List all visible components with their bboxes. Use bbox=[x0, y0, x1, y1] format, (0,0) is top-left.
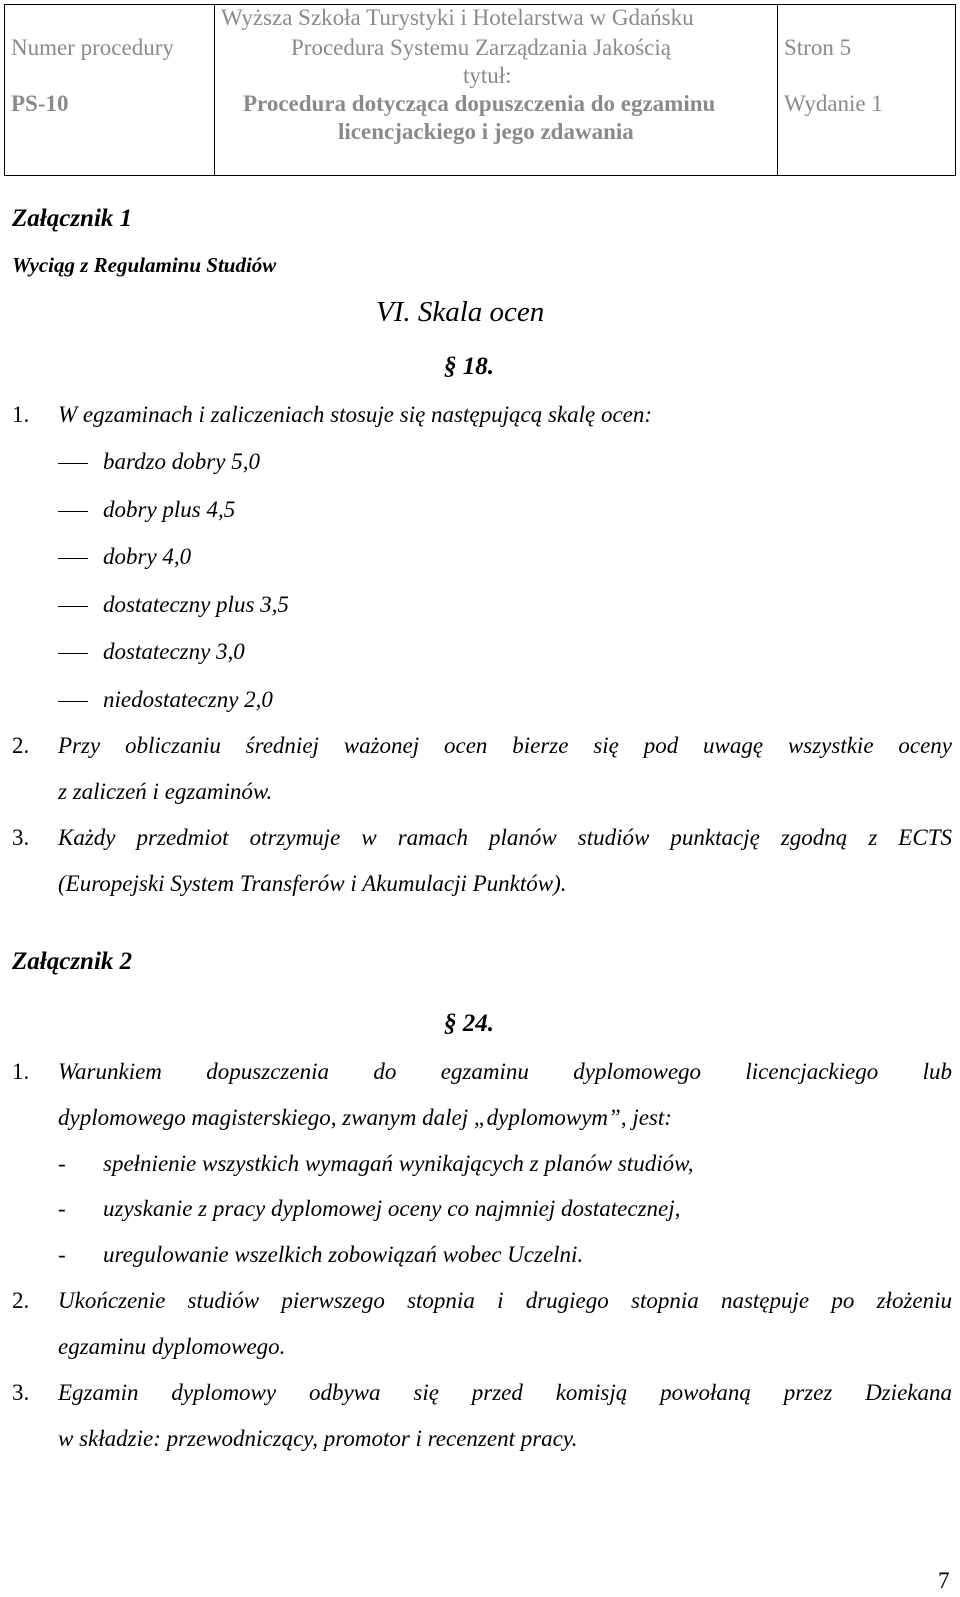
paragraph-mark: § 18. bbox=[444, 353, 494, 380]
paragraph-mark: § 24. bbox=[444, 1010, 494, 1037]
attachment1-subheading: Wyciąg z Regulaminu Studiów bbox=[12, 253, 277, 277]
item-text-line: Egzamin dyplomowy odbywa się przed komisją powołaną przez Dziekana bbox=[58, 1380, 952, 1405]
item-number: 3. bbox=[12, 825, 30, 850]
item-number: 2. bbox=[12, 1288, 30, 1313]
title-label: tytuł: bbox=[463, 63, 512, 88]
dash-bullet bbox=[58, 463, 88, 464]
item-number: 1. bbox=[12, 1059, 30, 1084]
item-number: 3. bbox=[12, 1380, 30, 1405]
pages-label: Stron 5 bbox=[784, 35, 852, 60]
grade-item: dostateczny plus 3,5 bbox=[103, 592, 289, 617]
item-text: W egzaminach i zaliczeniach stosuje się następującą skalę ocen: bbox=[58, 402, 653, 427]
procedure-number: PS-10 bbox=[11, 91, 69, 116]
condition-item: spełnienie wszystkich wymagań wynikających z planów studiów, bbox=[103, 1151, 694, 1176]
item-text-line: z zaliczeń i egzaminów. bbox=[58, 779, 273, 804]
attachment1-heading: Załącznik 1 bbox=[12, 205, 133, 232]
item-text-line: Przy obliczaniu średniej ważonej ocen bierze się pod uwagę wszystkie oceny bbox=[58, 733, 952, 758]
item-text-line: egzaminu dyplomowego. bbox=[58, 1334, 286, 1359]
procedure-title-line1: Procedura dotycząca dopuszczenia do egzaminu bbox=[243, 91, 716, 116]
page-number: 7 bbox=[938, 1568, 950, 1593]
dash-bullet: - bbox=[58, 1242, 66, 1267]
dash-bullet bbox=[58, 701, 88, 702]
dash-bullet bbox=[58, 511, 88, 512]
item-text-line: (Europejski System Transferów i Akumulacji Punktów). bbox=[58, 871, 567, 896]
procedure-number-label: Numer procedury bbox=[11, 35, 174, 60]
item-number: 2. bbox=[12, 733, 30, 758]
dash-bullet bbox=[58, 558, 88, 559]
item-number: 1. bbox=[12, 402, 30, 427]
item-text-line: Ukończenie studiów pierwszego stopnia i drugiego stopnia następuje po złożeniu bbox=[58, 1288, 952, 1313]
grade-item: niedostateczny 2,0 bbox=[103, 687, 273, 712]
condition-item: uzyskanie z pracy dyplomowej oceny co najmniej dostatecznej, bbox=[103, 1196, 681, 1221]
edition-label: Wydanie 1 bbox=[784, 91, 883, 116]
attachment2-heading: Załącznik 2 bbox=[12, 948, 133, 975]
procedure-title-line2: licencjackiego i jego zdawania bbox=[338, 119, 634, 144]
section-title: VI. Skala ocen bbox=[376, 296, 545, 328]
item-text-line: Każdy przedmiot otrzymuje w ramach planów studiów punktację zgodną z ECTS bbox=[58, 825, 952, 850]
school-name: Wyższa Szkoła Turystyki i Hotelarstwa w Gdańsku bbox=[221, 5, 694, 30]
grade-item: dobry 4,0 bbox=[103, 544, 192, 569]
header-divider bbox=[214, 5, 215, 175]
header-divider bbox=[777, 5, 778, 175]
condition-item: uregulowanie wszelkich zobowiązań wobec Uczelni. bbox=[103, 1242, 584, 1267]
system-label: Procedura Systemu Zarządzania Jakością bbox=[291, 35, 671, 60]
grade-item: bardzo dobry 5,0 bbox=[103, 449, 260, 474]
item-text-line: w składzie: przewodniczący, promotor i recenzent pracy. bbox=[58, 1426, 578, 1451]
dash-bullet bbox=[58, 653, 88, 654]
grade-item: dobry plus 4,5 bbox=[103, 497, 236, 522]
dash-bullet: - bbox=[58, 1196, 66, 1221]
item-text-line: dyplomowego magisterskiego, zwanym dalej „dyplomowym”, jest: bbox=[58, 1105, 672, 1130]
grade-item: dostateczny 3,0 bbox=[103, 639, 245, 664]
dash-bullet bbox=[58, 606, 88, 607]
dash-bullet: - bbox=[58, 1151, 66, 1176]
procedure-header bbox=[4, 4, 956, 176]
item-text-line: Warunkiem dopuszczenia do egzaminu dyplomowego licencjackiego lub bbox=[58, 1059, 952, 1084]
